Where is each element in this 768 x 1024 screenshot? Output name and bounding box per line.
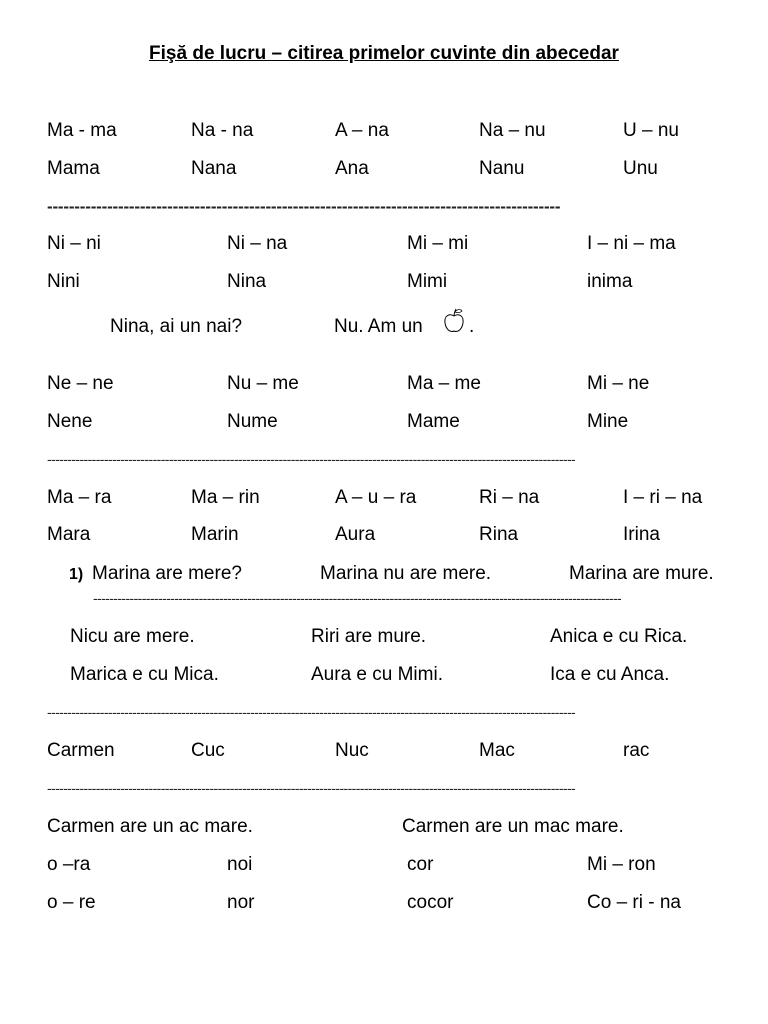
word: Mame: [407, 411, 460, 432]
separator: ----------------------------------------------------------------------------------------------------------------------------------: [93, 590, 622, 606]
word: Nini: [47, 271, 80, 292]
sentence: Carmen are un mac mare.: [402, 816, 624, 837]
sentence: Anica e cu Rica.: [550, 626, 688, 647]
page-title: Fişă de lucru – citirea primelor cuvinte din abecedar: [149, 43, 619, 64]
word: Nana: [191, 158, 237, 179]
answer-sentence: Nu. Am un: [334, 316, 423, 337]
word: Mara: [47, 524, 91, 545]
word: Cuc: [191, 740, 225, 761]
word: Nume: [227, 411, 278, 432]
syllable: Nu – me: [227, 373, 299, 394]
word: Nene: [47, 411, 93, 432]
apple-icon: [443, 308, 465, 334]
sentence: Marica e cu Mica.: [70, 664, 219, 685]
sentence: Aura e cu Mimi.: [311, 664, 443, 685]
exercise-number: 1): [69, 566, 84, 583]
word: rac: [623, 740, 650, 761]
word: Marin: [191, 524, 239, 545]
sentence: Marina nu are mere.: [320, 563, 492, 584]
separator: ----------------------------------------------------------------------------------------------------------------------------------: [47, 704, 576, 720]
syllable: Co – ri - na: [587, 892, 681, 913]
separator: ----------------------------------------------------------------------------------------------------------------------------------: [47, 451, 576, 467]
word: Rina: [479, 524, 519, 545]
word: Nuc: [335, 740, 369, 761]
question-sentence: Nina, ai un nai?: [110, 316, 243, 337]
syllable: Ri – na: [479, 487, 540, 508]
separator: ----------------------------------------------------------------------------------------------------------------------------------: [47, 780, 576, 796]
syllable: A – u – ra: [335, 487, 417, 508]
syllable: Ma – ra: [47, 487, 112, 508]
sentence: Nicu are mere.: [70, 626, 195, 647]
word: Mac: [479, 740, 515, 761]
sentence: Marina are mure.: [569, 563, 714, 584]
syllable: Mi – ne: [587, 373, 650, 394]
syllable: Ma – rin: [191, 487, 260, 508]
word: cor: [407, 854, 434, 875]
syllable: o – re: [47, 892, 96, 913]
syllable: A – na: [335, 120, 389, 141]
word: nor: [227, 892, 255, 913]
syllable: Ma – me: [407, 373, 481, 394]
syllable: Na – nu: [479, 120, 546, 141]
sentence: Riri are mure.: [311, 626, 427, 647]
word: Nina: [227, 271, 267, 292]
syllable: Na - na: [191, 120, 254, 141]
syllable: Mi – ron: [587, 854, 656, 875]
word: Mine: [587, 411, 629, 432]
word: Carmen: [47, 740, 115, 761]
word: Nanu: [479, 158, 525, 179]
word: Aura: [335, 524, 376, 545]
syllable: Ma - ma: [47, 120, 117, 141]
syllable: I – ni – ma: [587, 233, 676, 254]
syllable: Mi – mi: [407, 233, 469, 254]
separator: ----------------------------------------------------------------------------------------------: [47, 197, 561, 216]
syllable: Ni – ni: [47, 233, 101, 254]
word: Irina: [623, 524, 660, 545]
word: Mama: [47, 158, 100, 179]
sentence: Ica e cu Anca.: [550, 664, 670, 685]
syllable: I – ri – na: [623, 487, 703, 508]
word: Mimi: [407, 271, 448, 292]
word: Ana: [335, 158, 369, 179]
word: inima: [587, 271, 633, 292]
syllable: Ne – ne: [47, 373, 114, 394]
syllable: o –ra: [47, 854, 91, 875]
answer-period: .: [469, 316, 475, 337]
syllable: U – nu: [623, 120, 679, 141]
word: noi: [227, 854, 253, 875]
sentence: Carmen are un ac mare.: [47, 816, 253, 837]
word: cocor: [407, 892, 454, 913]
word: Unu: [623, 158, 658, 179]
sentence: Marina are mere?: [92, 563, 242, 584]
syllable: Ni – na: [227, 233, 288, 254]
